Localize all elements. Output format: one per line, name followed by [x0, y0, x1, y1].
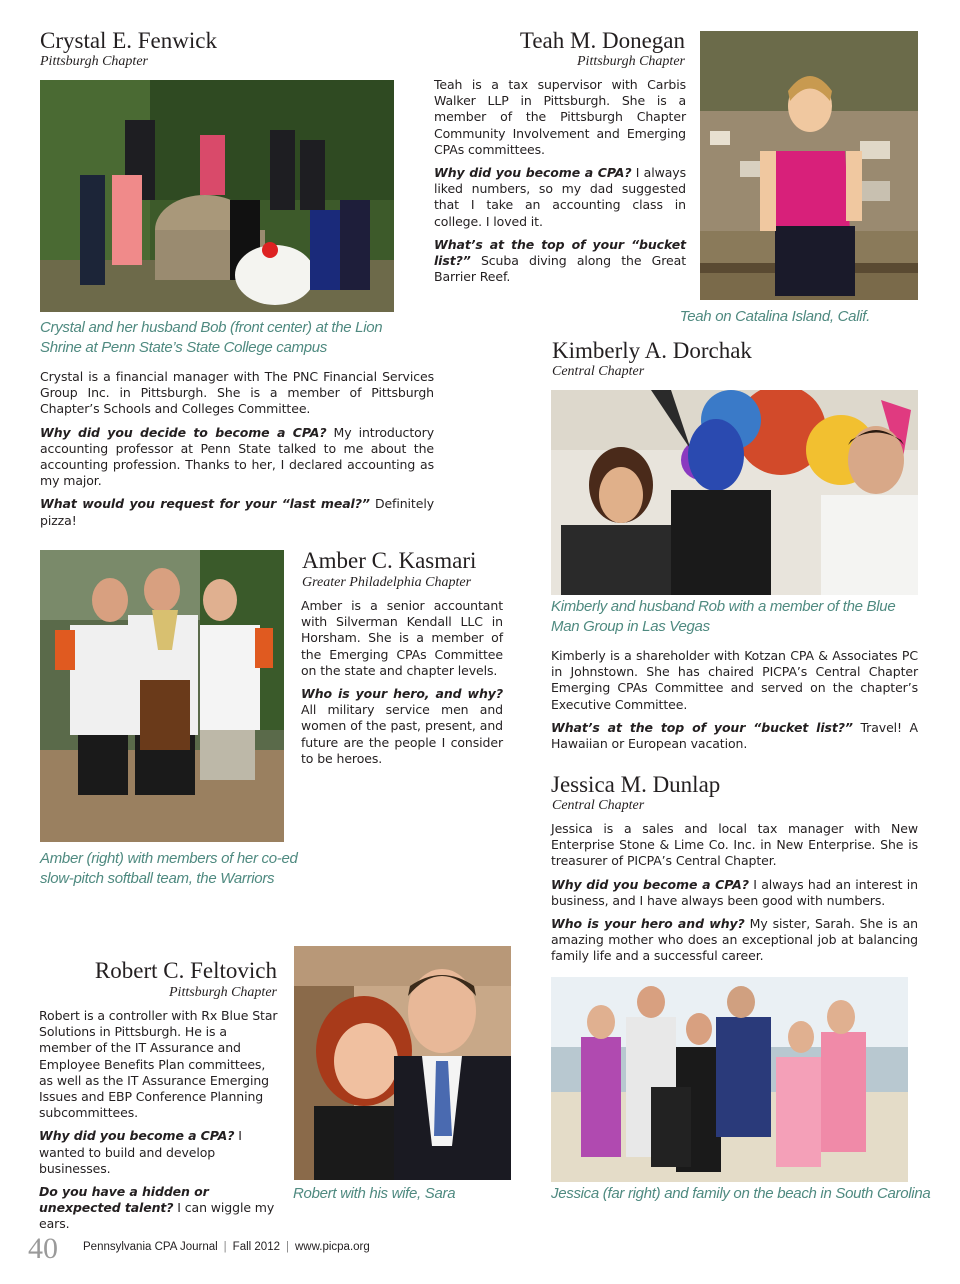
couple-photo [294, 946, 511, 1180]
answer: I can wiggle my ears. [39, 1200, 275, 1232]
question: What’s at the top of your “bucket list?” [434, 236, 686, 269]
profile-bio: Amber is a senior accountant with Silverman Kendall LLC in Horsham. She is a member of the Emerging CPAs Committee on the state and chapter levels. [301, 598, 503, 678]
profile-text [40, 369, 434, 536]
website-link[interactable]: www.picpa.org [294, 1241, 370, 1253]
photo-caption: Jessica (far right) and family on the beach in South Carolina [551, 1185, 931, 1202]
question: Why did you become a CPA? [434, 165, 632, 181]
answer: My sister, Sarah. She is an amazing mother who does an exceptional job at balancing family life and a successful career. [551, 916, 918, 964]
question: What’s at the top of your “bucket list?” [551, 719, 853, 735]
question: Why did you become a CPA? [551, 876, 749, 892]
profile-text [551, 821, 918, 972]
qa-item [301, 686, 503, 767]
blue-man-group-photo [551, 390, 918, 595]
question: What would you request for your “last meal?” [40, 496, 370, 512]
question: Who is your hero, and why? [301, 686, 503, 702]
photo-caption: Amber (right) with members of her co-ed slow-pitch softball team, the Warriors [40, 850, 298, 887]
answer: Definitely pizza! [40, 496, 434, 528]
profile-name: Teah M. Donegan [519, 28, 685, 53]
qa-item [40, 425, 434, 490]
answer: All military service men and women of the past, present, and future are the people I consider to be heroes. [301, 702, 503, 766]
qa-item [551, 877, 918, 909]
profile-bio: Kimberly is a shareholder with Kotzan CPA & Associates PC in Johnstown. She has chaired PICPA’s Central Chapter Emerging CPAs Committee and served on the chapter’s Executive Committee. [551, 648, 918, 712]
answer: Travel! A Hawaiian or European vacation. [551, 719, 919, 752]
profile-bio: Teah is a tax supervisor with Carbis Walker LLP in Pittsburgh. She is a member of the Pittsburgh Chapter Community Involvement and Emerging CPAs committees. [434, 77, 686, 157]
profile-chapter: Pittsburgh Chapter [577, 54, 685, 69]
profile-chapter: Pittsburgh Chapter [169, 985, 277, 1000]
profile-name: Crystal E. Fenwick [40, 28, 217, 53]
footer-separator: | [223, 1241, 227, 1253]
profile-text [39, 1008, 279, 1240]
page-number: 40 [28, 1232, 58, 1265]
publication-name: Pennsylvania CPA Journal [83, 1241, 218, 1253]
profile-name: Amber C. Kasmari [302, 548, 477, 573]
profile-chapter: Central Chapter [552, 798, 645, 813]
qa-item [434, 237, 686, 286]
beach-family-photo [551, 977, 908, 1182]
photo-caption: Teah on Catalina Island, Calif. [679, 308, 870, 325]
profile-bio: Jessica is a sales and local tax manager with New Enterprise Stone & Lime Co. Inc. in New Enterprise. She is treasurer of PICPA’s Central Chapter. [551, 821, 918, 869]
footer-separator: | [285, 1241, 289, 1253]
qa-item [40, 496, 434, 528]
photo-caption: Kimberly and husband Rob with a member of the Blue Man Group in Las Vegas [551, 598, 896, 635]
question: Why did you become a CPA? [39, 1128, 235, 1144]
profile-bio: Robert is a controller with Rx Blue Star Solutions in Pittsburgh. He is a member of the IT Assurance and Employee Benefits Plan committees, as well as the IT Assurance Emerging Issues and EBP Conference Planning subcommittees. [39, 1008, 278, 1121]
profile-text [301, 598, 503, 774]
answer: I always liked numbers, so my dad suggested that I take an accounting class in college. I loved it. [434, 165, 686, 229]
profile-name: Jessica M. Dunlap [551, 772, 721, 797]
qa-item [39, 1184, 279, 1233]
qa-item [551, 720, 918, 752]
catalina-island-photo [700, 31, 918, 300]
answer: My introductory accounting professor at Penn State talked to me about the accounting profession. Thanks to her, I declared accounting as my major. [40, 424, 435, 489]
profile-name: Robert C. Feltovich [94, 958, 277, 983]
profile-name: Kimberly A. Dorchak [552, 338, 752, 363]
profile-chapter: Pittsburgh Chapter [40, 54, 148, 69]
answer: Scuba diving along the Great Barrier Reef. [434, 253, 686, 285]
profile-text [551, 648, 918, 759]
photo-caption: Robert with his wife, Sara [293, 1185, 456, 1202]
page-footer [83, 1240, 370, 1254]
profile-chapter: Greater Philadelphia Chapter [302, 575, 472, 590]
issue-date: Fall 2012 [232, 1241, 280, 1253]
question: Do you have a hidden or unexpected talent? [39, 1184, 209, 1216]
profile-bio: Crystal is a financial manager with The PNC Financial Services Group Inc. in Pittsburgh. She is a member of Pittsburgh Chapter’s Schools and Colleges Committee. [40, 369, 434, 417]
question: Who is your hero and why? [551, 916, 745, 932]
answer: I always had an interest in business, and I have always been good with numbers. [551, 876, 918, 908]
photo-caption: Crystal and her husband Bob (front center) at the Lion Shrine at Penn State’s State College campus [40, 319, 383, 356]
profile-text [434, 77, 686, 292]
qa-item [551, 916, 918, 965]
wedding-group-photo [40, 80, 394, 312]
question: Why did you decide to become a CPA? [40, 424, 327, 440]
softball-team-photo [40, 550, 284, 842]
qa-item [39, 1128, 279, 1177]
profile-chapter: Central Chapter [552, 364, 645, 379]
qa-item [434, 165, 686, 230]
answer: I wanted to build and develop businesses. [39, 1128, 242, 1176]
